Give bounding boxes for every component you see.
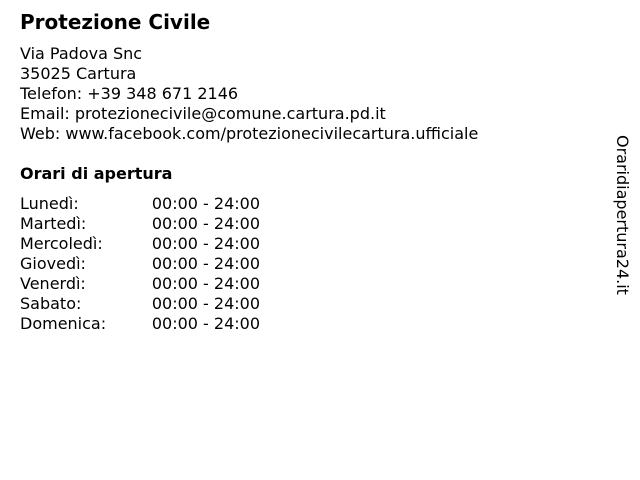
day-label: Venerdì:	[20, 274, 86, 293]
opening-hours-table	[20, 194, 320, 334]
time-range: 00:00 - 24:00	[151, 274, 260, 293]
time-range: 00:00 - 24:00	[151, 194, 260, 213]
address-city: 35025 Cartura	[20, 64, 137, 83]
time-range: 00:00 - 24:00	[151, 254, 260, 273]
time-range: 00:00 - 24:00	[151, 314, 260, 333]
opening-hours-heading: Orari di apertura	[20, 164, 173, 183]
day-label: Domenica:	[20, 314, 107, 333]
time-range: 00:00 - 24:00	[151, 234, 260, 253]
hours-row-thursday	[20, 254, 320, 274]
day-label: Martedì:	[20, 214, 87, 233]
hours-row-monday	[20, 194, 320, 214]
hours-row-sunday	[20, 314, 320, 334]
hours-row-saturday	[20, 294, 320, 314]
phone-line: Telefon: +39 348 671 2146	[20, 84, 239, 103]
web-line: Web: www.facebook.com/protezionecivilecartura.ufficiale	[20, 124, 479, 143]
site-watermark: Oraridiapertura24.it	[613, 135, 632, 295]
hours-row-tuesday	[20, 214, 320, 234]
day-label: Lunedì:	[20, 194, 79, 213]
day-label: Sabato:	[20, 294, 82, 313]
email-line: Email: protezionecivile@comune.cartura.pd.it	[20, 104, 386, 123]
day-label: Giovedì:	[20, 254, 86, 273]
business-title: Protezione Civile	[20, 10, 211, 34]
address-street: Via Padova Snc	[20, 44, 143, 63]
contact-info	[20, 44, 478, 144]
hours-row-wednesday	[20, 234, 320, 254]
day-label: Mercoledì:	[20, 234, 103, 253]
hours-row-friday	[20, 274, 320, 294]
time-range: 00:00 - 24:00	[151, 294, 260, 313]
time-range: 00:00 - 24:00	[151, 214, 260, 233]
